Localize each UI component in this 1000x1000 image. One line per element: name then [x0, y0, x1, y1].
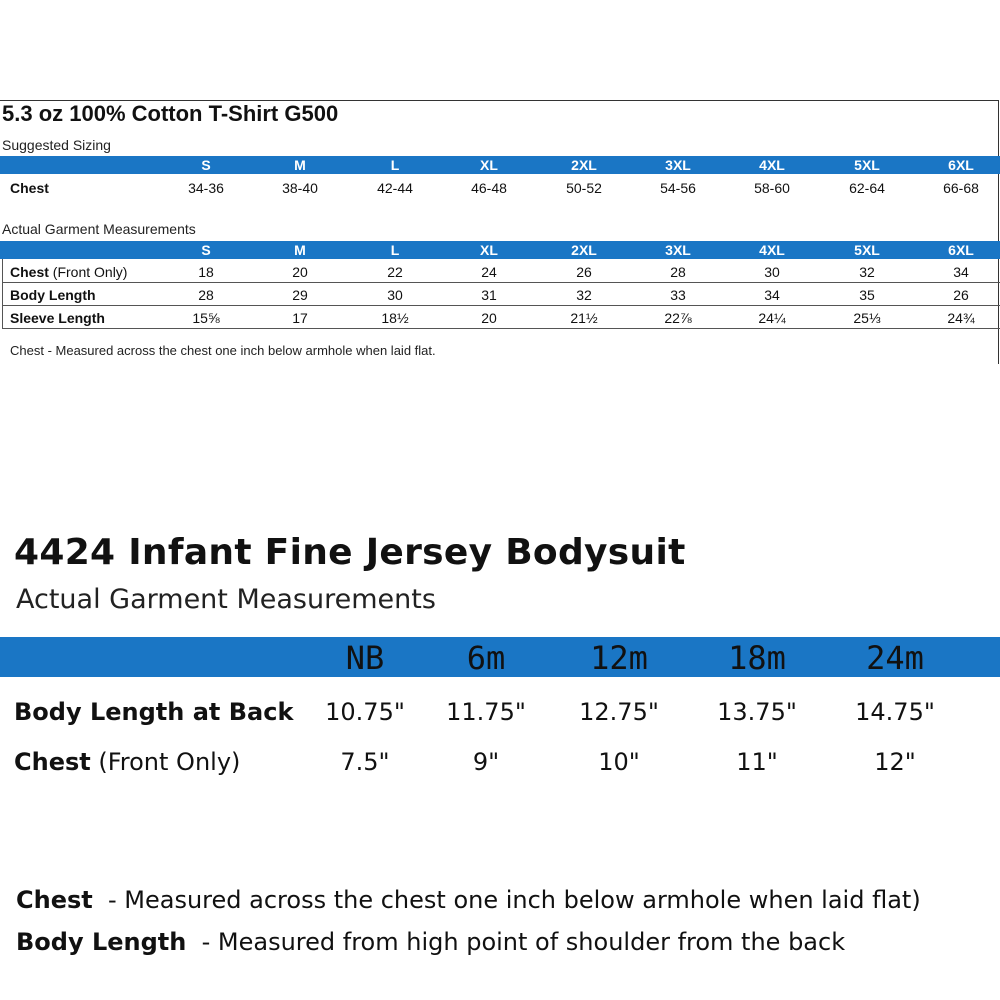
table-cell: 9" [472, 748, 500, 776]
size-header-cell: 6XL [948, 157, 974, 173]
table-cell: 46-48 [471, 180, 507, 196]
row-label-body-length-back: Body Length at Back [14, 698, 294, 726]
note-term: Chest [16, 886, 93, 914]
table-cell: 22 [387, 264, 403, 280]
size-header-cell: 12m [590, 639, 648, 677]
bodysuit-subtitle: Actual Garment Measurements [16, 584, 436, 615]
table-cell: 33 [670, 287, 686, 303]
table-cell: 21½ [570, 310, 598, 326]
table-cell: 26 [576, 264, 592, 280]
table-cell: 11" [736, 748, 778, 776]
size-header-cell: S [201, 242, 211, 258]
table-cell: 25⅓ [853, 310, 881, 326]
bodysuit-title: 4424 Infant Fine Jersey Bodysuit [14, 532, 686, 573]
row-label-chest-front [14, 748, 240, 776]
table-cell: 24¾ [947, 310, 975, 326]
table-cell: 42-44 [377, 180, 413, 196]
suggested-sizing-caption: Suggested Sizing [2, 137, 111, 153]
table-cell: 12" [874, 748, 916, 776]
size-header-cell: S [201, 157, 211, 173]
size-header-cell: 2XL [571, 157, 597, 173]
row-label-sleeve-length: Sleeve Length [10, 310, 105, 326]
table-cell: 29 [292, 287, 308, 303]
table-cell: 34 [953, 264, 969, 280]
table-cell: 7.5" [340, 748, 390, 776]
row-label-body-length: Body Length [10, 287, 96, 303]
table-cell: 18½ [381, 310, 409, 326]
table-cell: 58-60 [754, 180, 790, 196]
table-cell: 18 [198, 264, 214, 280]
table-cell: 30 [764, 264, 780, 280]
size-header-cell: 3XL [665, 157, 691, 173]
size-header-cell: 3XL [665, 242, 691, 258]
table-cell: 26 [953, 287, 969, 303]
g500-size-chart [0, 100, 1000, 363]
size-header-cell: 5XL [854, 157, 880, 173]
size-header-cell: 4XL [759, 242, 785, 258]
table-cell: 28 [670, 264, 686, 280]
row-label-text: Chest [10, 264, 49, 280]
actual-measurements-caption: Actual Garment Measurements [2, 221, 196, 237]
size-header-cell: 2XL [571, 242, 597, 258]
table-cell: 11.75" [446, 698, 526, 726]
row-divider [2, 282, 1000, 283]
table-cell: 13.75" [717, 698, 797, 726]
size-header-cell: 24m [866, 639, 924, 677]
table-cell: 54-56 [660, 180, 696, 196]
row-label-qualifier: (Front Only) [90, 748, 241, 776]
row-divider [2, 305, 1000, 306]
table-cell: 50-52 [566, 180, 602, 196]
table-cell: 10.75" [325, 698, 405, 726]
table-cell: 62-64 [849, 180, 885, 196]
table-cell: 15⅝ [192, 310, 220, 326]
size-header-cell: 4XL [759, 157, 785, 173]
size-header-cell: NB [345, 639, 385, 677]
table-cell: 20 [481, 310, 497, 326]
note-text: - Measured across the chest one inch below armhole when laid flat) [92, 886, 921, 914]
size-header-cell: 6m [466, 639, 506, 677]
table-cell: 32 [859, 264, 875, 280]
table-cell: 34-36 [188, 180, 224, 196]
row-label-qualifier: (Front Only) [48, 264, 128, 280]
table-cell: 24 [481, 264, 497, 280]
table-cell: 32 [576, 287, 592, 303]
table-cell: 24¼ [758, 310, 786, 326]
table-cell: 22⅞ [664, 310, 692, 326]
table-cell: 14.75" [855, 698, 935, 726]
table-cell: 35 [859, 287, 875, 303]
note-text: - Measured from high point of shoulder from the back [186, 928, 846, 956]
chest-measurement-note: Chest - Measured across the chest one inch below armhole when laid flat. [10, 343, 436, 358]
body-length-definition-note [16, 928, 845, 956]
table-cell: 34 [764, 287, 780, 303]
row-label-chest: Chest [10, 180, 49, 196]
size-header-cell: 5XL [854, 242, 880, 258]
size-header-cell: 6XL [948, 242, 974, 258]
table-cell: 31 [481, 287, 497, 303]
table-left-border [2, 259, 3, 329]
size-header-cell: 18m [728, 639, 786, 677]
chest-definition-note [16, 886, 921, 914]
size-header-cell: M [294, 242, 306, 258]
table-cell: 28 [198, 287, 214, 303]
size-header-cell: XL [480, 242, 498, 258]
table-cell: 20 [292, 264, 308, 280]
row-divider [2, 328, 1000, 329]
note-term: Body Length [16, 928, 187, 956]
table-cell: 10" [598, 748, 640, 776]
row-label-text: Chest [14, 748, 91, 776]
size-header-cell: XL [480, 157, 498, 173]
table-cell: 30 [387, 287, 403, 303]
chart-title: 5.3 oz 100% Cotton T-Shirt G500 [2, 101, 339, 126]
size-header-cell: M [294, 157, 306, 173]
table-cell: 17 [292, 310, 308, 326]
table-cell: 12.75" [579, 698, 659, 726]
table-cell: 66-68 [943, 180, 979, 196]
table-cell: 38-40 [282, 180, 318, 196]
size-header-cell: L [390, 242, 400, 258]
row-label-chest-front [10, 264, 127, 280]
size-header-cell: L [390, 157, 400, 173]
